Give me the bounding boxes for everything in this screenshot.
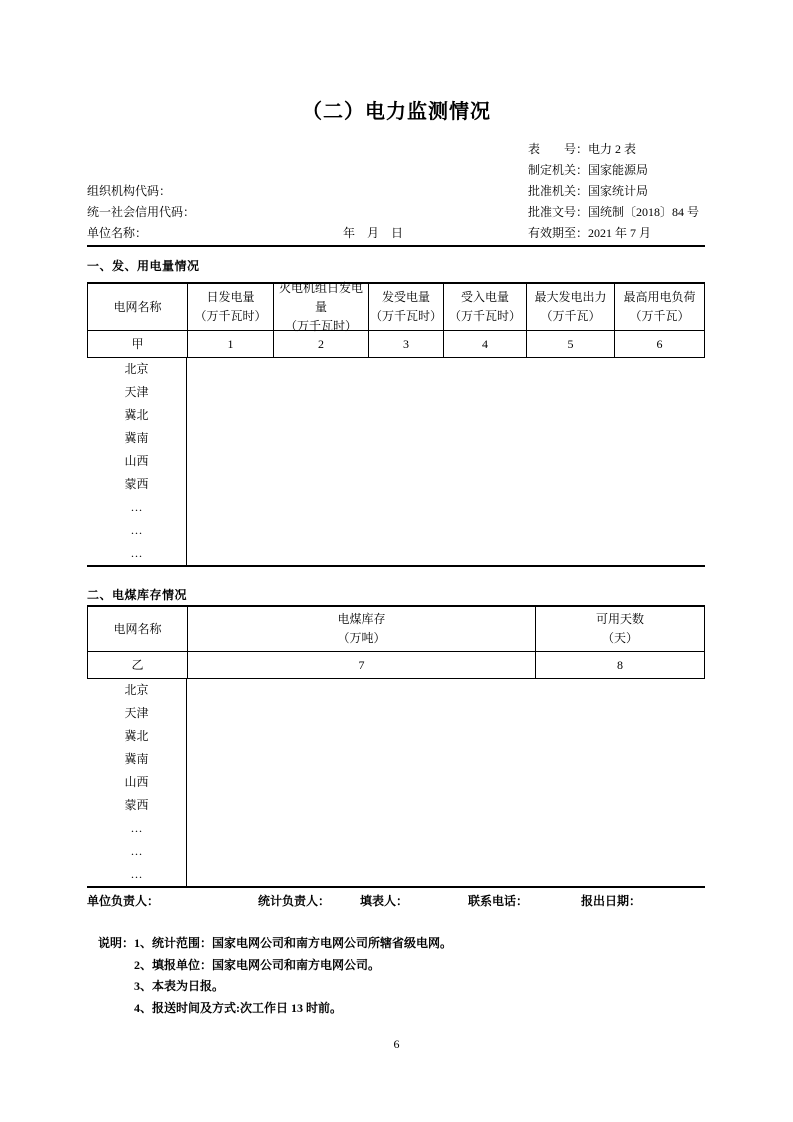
form-number: 表 号：电力 2 表 [528,142,637,156]
table-row: 冀南 [87,748,705,771]
empty-data-cells [187,496,705,519]
empty-data-cells [187,427,705,450]
empty-data-cells [187,450,705,473]
table1-col-thermal-generation: 火电机组日发电量 （万千瓦时） [274,284,369,331]
form-maker-agency: 制定机关：国家能源局 [528,163,649,177]
stats-head-label: 统计负责人： [258,894,331,908]
unit-head-label: 单位负责人： [87,894,160,908]
form-approval-document: 批准文号：国统制〔2018〕84 号 [528,205,700,219]
empty-data-cells [187,771,705,794]
table-row: 冀南 [87,427,705,450]
table1-col-peak-load: 最高用电负荷 （万千瓦） [615,284,705,331]
table-row: 天津 [87,702,705,725]
empty-data-cells [187,817,705,840]
table-row: 山西 [87,771,705,794]
table2-col-available-days: 可用天数 （天） [536,607,705,652]
preparer-label: 填表人： [360,894,409,908]
phone-label: 联系电话： [468,894,529,908]
empty-data-cells [187,679,705,702]
table1-code-cell: 4 [444,331,527,358]
note-item: 4、报送时间及方式:次工作日 13 时前。 [134,1000,343,1015]
org-code-label: 组织机构代码： [87,184,172,198]
form-meta-block [528,139,699,244]
table1-body [87,358,705,567]
table1-col-daily-generation: 日发电量 （万千瓦时） [188,284,274,331]
table-row: 冀北 [87,404,705,427]
table1-code-cell: 6 [615,331,705,358]
section-1-title: 一、发、用电量情况 [87,259,200,273]
table2-code-cell: 7 [188,652,536,679]
empty-data-cells [187,863,705,886]
table-row: … [87,817,705,840]
table2-col-coal-stock: 电煤库存 （万吨） [188,607,536,652]
report-date-label: 报出日期： [581,894,642,908]
page-number: 6 [393,1037,400,1051]
table-row: 北京 [87,679,705,702]
date-placeholder: 年 月 日 [343,226,404,240]
table1-col-max-output: 最大发电出力 （万千瓦） [527,284,615,331]
signature-row [87,891,705,912]
table-row: 山西 [87,450,705,473]
table1-header-row [87,282,705,331]
table1-code-cell: 1 [188,331,274,358]
table1-col-grid-name: 电网名称 [88,284,188,331]
table2-body [87,679,705,888]
notes-block [98,933,452,1019]
note-item: 1、统计范围：国家电网公司和南方电网公司所辖省级电网。 [134,936,453,950]
empty-data-cells [187,519,705,542]
table1-code-row [87,331,705,358]
empty-data-cells [187,840,705,863]
form-valid-until: 有效期至：2021 年 7 月 [528,226,652,240]
table-row: 北京 [87,358,705,381]
table1-code-cell: 5 [527,331,615,358]
empty-data-cells [187,358,705,381]
table1-code-cell: 3 [369,331,444,358]
table-row: 蒙西 [87,473,705,496]
header-divider [87,245,705,247]
page-title: （二）电力监测情况 [302,101,491,123]
table1-code-cell: 甲 [88,331,188,358]
empty-data-cells [187,404,705,427]
table1-code-cell: 2 [274,331,369,358]
credit-code-label: 统一社会信用代码： [87,205,196,219]
unit-name-label: 单位名称： [87,226,148,240]
table2-header-row [87,605,705,652]
note-item: 2、填报单位：国家电网公司和南方电网公司。 [134,957,381,972]
table2-code-cell: 乙 [88,652,188,679]
table-row: … [87,519,705,542]
table2-col-grid-name: 电网名称 [88,607,188,652]
notes-label: 说明： [98,936,135,950]
empty-data-cells [187,702,705,725]
empty-data-cells [187,542,705,565]
table1-col-delivered-power: 发受电量 （万千瓦时） [369,284,444,331]
table-row: 冀北 [87,725,705,748]
empty-data-cells [187,725,705,748]
form-approval-agency: 批准机关：国家统计局 [528,184,649,198]
table-row: 蒙西 [87,794,705,817]
coal-stock-table [87,605,705,888]
table2-code-cell: 8 [536,652,705,679]
unit-meta-block [87,181,195,244]
table-row: … [87,542,705,565]
empty-data-cells [187,748,705,771]
table1-col-received-power: 受入电量 （万千瓦时） [444,284,527,331]
notes-items [134,933,452,1019]
power-generation-table [87,282,705,567]
table-row: … [87,863,705,886]
empty-data-cells [187,473,705,496]
note-item: 3、本表为日报。 [134,979,225,993]
empty-data-cells [187,381,705,404]
table-row: 天津 [87,381,705,404]
table-row: … [87,840,705,863]
table-row: … [87,496,705,519]
table2-code-row [87,652,705,679]
section-2-title: 二、电煤库存情况 [87,588,188,602]
empty-data-cells [187,794,705,817]
